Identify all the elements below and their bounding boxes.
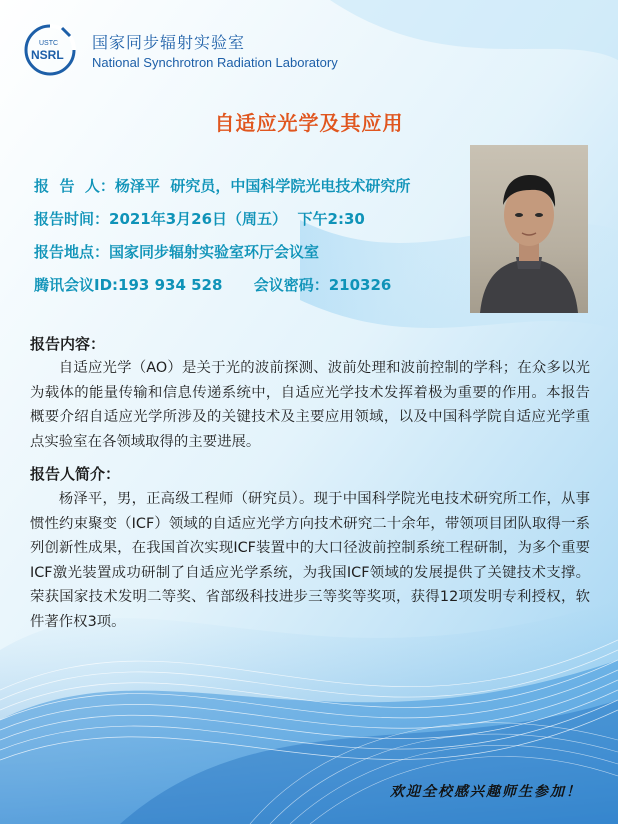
bio-heading: 报告人简介： (30, 465, 121, 483)
welcome-footer: 欢迎全校感兴趣师生参加！ (390, 784, 582, 800)
speaker-photo (470, 145, 588, 313)
time-line: 报告时间：2021年3月26日（周五） 下午2:30 (34, 210, 365, 228)
talk-title: 自适应光学及其应用 (214, 111, 404, 135)
organization-name-cn: 国家同步辐射实验室 (92, 33, 246, 52)
talk-info (34, 175, 410, 307)
svg-text:USTC: USTC (39, 40, 59, 47)
svg-text:NSRL: NSRL (31, 48, 64, 62)
place-line: 报告地点：国家同步辐射实验室环厅会议室 (34, 243, 320, 261)
content-heading: 报告内容： (30, 335, 106, 353)
content-paragraph: 自适应光学（AO）是关于光的波前探测、波前处理和波前控制的学科；在众多以光为载体的能量传输和信息传递系统中，自适应光学技术发挥着极为重要的作用。本报告概要介绍自适应光学所涉及的关键技术及主要应用领域，以及中国科学院自适应光学重点实验室在各领域取得的主要进展。 (30, 360, 590, 450)
nsrl-logo-icon (22, 22, 78, 78)
organization-name-en: National Synchrotron Radiation Laboratory (92, 55, 338, 70)
meeting-line: 腾讯会议ID:193 934 528 会议密码：210326 (34, 276, 392, 294)
bio-paragraph: 杨泽平，男，正高级工程师（研究员）。现于中国科学院光电技术研究所工作，从事惯性约束聚变（ICF）领域的自适应光学方向技术研究二十余年，带领项目团队取得一系列创新性成果，在我国首次实现ICF装置中的大口径波前控制系统工程研制，为多个重要ICF激光装置成功研制了自适应光学系统，为我国ICF领域的发展提供了关键技术支撑。荣获国家技术发明二等奖、省部级科技进步三等奖等奖项，获得12项发明专利授权，软件著作权3项。 (30, 491, 590, 630)
speaker-line: 报 告 人：杨泽平 研究员，中国科学院光电技术研究所 (34, 177, 411, 195)
